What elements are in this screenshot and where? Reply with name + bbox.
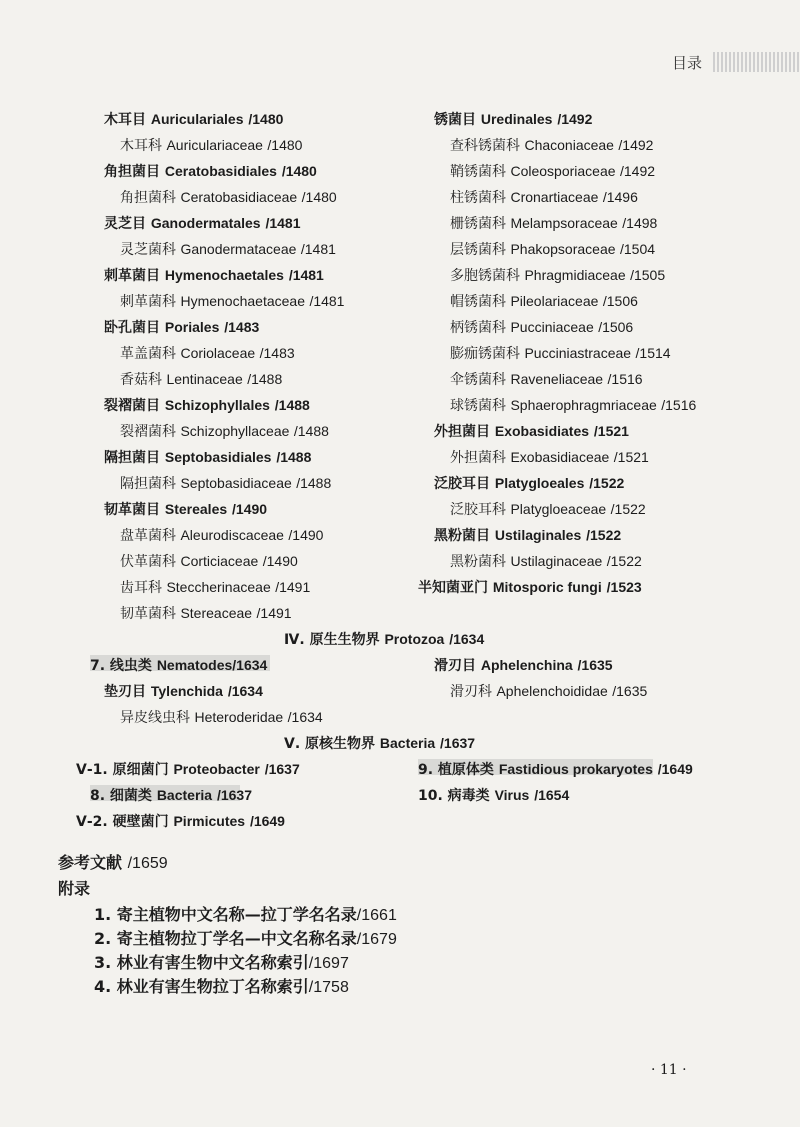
toc-entry-latin-name: Exobasidiaceae <box>510 449 610 465</box>
toc-entry-page: /1634 <box>232 657 268 673</box>
toc-entry-chinese-name: 卧孔菌目 <box>104 320 160 336</box>
toc-entry-latin-name: Phragmidiaceae <box>524 267 626 283</box>
toc-entry-latin-name: Ustilaginaceae <box>510 553 603 569</box>
appendix-item-title: 4. 林业有害生物拉丁名称索引 <box>94 977 309 996</box>
toc-family-entry <box>120 370 282 389</box>
toc-entry-chinese-name: 角担菌目 <box>104 164 160 180</box>
toc-entry-chinese-name: 外担菌目 <box>434 424 490 440</box>
appendix-item-page: /1697 <box>308 955 349 972</box>
toc-entry-chinese-name: 泛胶耳科 <box>450 502 506 518</box>
toc-entry-chinese-name: 球锈菌科 <box>450 398 506 414</box>
appendix-item-page: /1758 <box>308 979 349 996</box>
toc-entry-latin-name: Virus <box>494 787 530 803</box>
toc-family-entry <box>120 344 295 363</box>
toc-entry-page: /1498 <box>622 215 658 231</box>
toc-entry-latin-name: Hymenochaetaceae <box>180 293 305 309</box>
toc-entry-page: /1491 <box>275 579 311 595</box>
toc-entry-chinese-name: 裂褶菌科 <box>120 424 176 440</box>
toc-entry-page: /1492 <box>618 137 654 153</box>
references-label: 参考文献 <box>58 853 123 872</box>
toc-entry-latin-name: Platygloeaceae <box>510 501 607 517</box>
appendix-item <box>94 954 349 973</box>
toc-entry-latin-name: Platygloeales <box>494 475 585 491</box>
toc-entry-latin-name: Pucciniastraceae <box>524 345 632 361</box>
toc-family-entry <box>120 526 323 545</box>
toc-entry-page: /1635 <box>577 657 613 673</box>
toc-entry-chinese-name: 齿耳科 <box>120 580 162 596</box>
toc-entry-latin-name: Phakopsoraceae <box>510 241 616 257</box>
toc-entry-chinese-name: 9. 植原体类 <box>418 762 494 778</box>
toc-entry-chinese-name: 锈菌目 <box>434 112 476 128</box>
toc-entry-latin-name: Cronartiaceae <box>510 189 599 205</box>
toc-entry-page: /1634 <box>449 631 485 647</box>
toc-entry-page: /1481 <box>300 241 336 257</box>
toc-kingdom-entry <box>284 630 484 649</box>
toc-entry-page: /1483 <box>259 345 295 361</box>
toc-entry-latin-name: Pileolariaceae <box>510 293 599 309</box>
toc-family-entry <box>450 448 649 467</box>
toc-entry-page: /1505 <box>630 267 666 283</box>
toc-entry-chinese-name: Ⅴ. 原核生物界 <box>284 736 376 752</box>
toc-entry-latin-name: Schizophyllales <box>164 397 270 413</box>
toc-entry-chinese-name: 刺革菌目 <box>104 268 160 284</box>
toc-entry-page: /1649 <box>249 813 285 829</box>
toc-entry-chinese-name: 黑粉菌目 <box>434 528 490 544</box>
toc-entry-latin-name: Mitosporic fungi <box>492 579 602 595</box>
toc-entry-chinese-name: 灵芝目 <box>104 216 146 232</box>
toc-entry-chinese-name: 多胞锈菌科 <box>450 268 520 284</box>
appendix-item <box>94 906 397 925</box>
toc-family-entry <box>120 552 298 571</box>
toc-entry-page: /1481 <box>265 215 301 231</box>
toc-entry-chinese-name: 泛胶耳目 <box>434 476 490 492</box>
toc-entry-page: /1521 <box>593 423 629 439</box>
toc-entry-page: /1521 <box>613 449 649 465</box>
toc-entry-page: /1488 <box>293 423 329 439</box>
toc-entry-chinese-name: 8. 细菌类 <box>90 788 152 804</box>
appendix-item <box>94 930 397 949</box>
toc-entry-latin-name: Fastidious prokaryotes <box>498 761 653 777</box>
toc-entry-page: /1635 <box>612 683 648 699</box>
toc-entry-page: /1480 <box>248 111 284 127</box>
toc-order-entry <box>104 318 259 337</box>
toc-entry-chinese-name: 韧革菌目 <box>104 502 160 518</box>
toc-family-entry <box>120 708 323 727</box>
toc-entry-chinese-name: 韧革菌科 <box>120 606 176 622</box>
toc-entry-page: /1488 <box>296 475 332 491</box>
toc-family-entry <box>120 474 331 493</box>
toc-entry-page: /1522 <box>589 475 625 491</box>
toc-entry-page: /1488 <box>274 397 310 413</box>
toc-entry-latin-name: Tylenchida <box>150 683 223 699</box>
toc-entry-latin-name: Protozoa <box>384 631 445 647</box>
toc-entry-page: /1490 <box>262 553 298 569</box>
toc-family-entry <box>450 500 646 519</box>
toc-entry-chinese-name: 革盖菌科 <box>120 346 176 362</box>
toc-entry-chinese-name: 栅锈菌科 <box>450 216 506 232</box>
toc-entry-page: /1504 <box>619 241 656 257</box>
toc-entry-latin-name: Hymenochaetales <box>164 267 284 283</box>
toc-entry-page: /1637 <box>264 761 300 777</box>
toc-entry-page: /1490 <box>232 501 268 517</box>
toc-family-entry <box>450 162 655 181</box>
toc-entry-latin-name: Coriolaceae <box>180 345 256 361</box>
toc-order-entry <box>104 448 311 467</box>
toc-entry-page: /1488 <box>276 449 312 465</box>
page-number: · 11 · <box>651 1062 687 1078</box>
toc-entry-chinese-name: 柄锈菌科 <box>450 320 506 336</box>
toc-entry-page: /1522 <box>586 527 622 543</box>
toc-entry-latin-name: Septobasidiales <box>164 449 272 465</box>
toc-entry-latin-name: Stereaceae <box>180 605 253 621</box>
toc-entry-chinese-name: 灵芝菌科 <box>120 242 176 258</box>
toc-family-entry <box>450 318 633 337</box>
toc-entry-latin-name: Raveneliaceae <box>510 371 604 387</box>
toc-entry-latin-name: Ceratobasidiaceae <box>180 189 298 205</box>
toc-order-entry <box>104 266 324 285</box>
toc-entry-latin-name: Nematodes <box>156 657 233 673</box>
toc-entry-latin-name: Ganodermatales <box>150 215 261 231</box>
toc-order-entry <box>104 396 310 415</box>
toc-entry-page: /1481 <box>309 293 345 309</box>
toc-entry-latin-name: Corticiaceae <box>180 553 259 569</box>
toc-entry-page: /1483 <box>224 319 260 335</box>
appendix-label: 附录 <box>58 879 91 898</box>
toc-family-entry <box>120 604 292 623</box>
toc-entry-page: /1492 <box>557 111 593 127</box>
toc-entry-page: /1516 <box>661 397 697 413</box>
toc-entry-page: /1516 <box>607 371 643 387</box>
toc-phylum-entry <box>76 760 300 779</box>
toc-entry-chinese-name: 角担菌科 <box>120 190 176 206</box>
toc-entry-page: /1654 <box>534 787 570 803</box>
toc-entry-latin-name: Chaconiaceae <box>524 137 614 153</box>
toc-class-entry <box>90 656 267 675</box>
toc-order-entry <box>104 214 301 233</box>
toc-entry-chinese-name: 伏革菌科 <box>120 554 176 570</box>
toc-family-entry <box>450 552 642 571</box>
toc-entry-chinese-name: 伞锈菌科 <box>450 372 506 388</box>
toc-order-entry <box>104 162 317 181</box>
toc-entry-chinese-name: Ⅳ. 原生生物界 <box>284 632 380 648</box>
toc-family-entry <box>450 136 653 155</box>
toc-family-entry <box>120 188 337 207</box>
toc-family-entry <box>450 266 665 285</box>
toc-entry-page: /1634 <box>227 683 263 699</box>
toc-entry-chinese-name: 黑粉菌科 <box>450 554 506 570</box>
running-header-title: 目录 <box>672 54 703 72</box>
toc-entry-page: /1506 <box>602 293 638 309</box>
toc-entry-chinese-name: 半知菌亚门 <box>418 580 488 596</box>
toc-entry-page: /1522 <box>606 553 642 569</box>
toc-entry-page: /1488 <box>247 371 283 387</box>
toc-family-entry <box>450 682 647 701</box>
toc-order-entry <box>434 422 629 441</box>
toc-entry-latin-name: Ceratobasidiales <box>164 163 277 179</box>
toc-entry-latin-name: Bacteria <box>156 787 213 803</box>
toc-order-entry <box>434 474 624 493</box>
toc-entry-chinese-name: 隔担菌目 <box>104 450 160 466</box>
toc-entry-chinese-name: 刺革菌科 <box>120 294 176 310</box>
appendix-item-title: 1. 寄主植物中文名称—拉丁学名名录 <box>94 905 357 924</box>
toc-entry-chinese-name: 查科锈菌科 <box>450 138 520 154</box>
toc-order-entry <box>104 500 267 519</box>
toc-entry-latin-name: Melampsoraceae <box>510 215 618 231</box>
toc-entry-chinese-name: 7. 线虫类 <box>90 658 152 674</box>
appendix-item-title: 2. 寄主植物拉丁学名—中文名称名录 <box>94 929 357 948</box>
toc-entry-latin-name: Auriculariaceae <box>166 137 263 153</box>
appendix-heading <box>58 880 90 898</box>
toc-entry-page: /1480 <box>281 163 317 179</box>
toc-entry-page: /1492 <box>619 163 656 179</box>
toc-entry-latin-name: Schizophyllaceae <box>180 423 290 439</box>
toc-family-entry <box>120 240 336 259</box>
toc-entry-chinese-name: 香菇科 <box>120 372 162 388</box>
toc-entry-page: /1506 <box>598 319 634 335</box>
toc-order-entry <box>434 656 613 675</box>
toc-order-entry <box>104 110 283 129</box>
toc-entry-page: /1523 <box>606 579 642 595</box>
toc-class-entry <box>90 786 252 805</box>
references-page: /1659 <box>127 855 168 872</box>
toc-entry-chinese-name: 裂褶菌目 <box>104 398 160 414</box>
toc-entry-latin-name: Septobasidiaceae <box>180 475 292 491</box>
toc-entry-latin-name: Poriales <box>164 319 220 335</box>
toc-entry-page: /1637 <box>440 735 476 751</box>
toc-entry-latin-name: Exobasidiates <box>494 423 590 439</box>
toc-entry-chinese-name: 隔担菌科 <box>120 476 176 492</box>
toc-entry-chinese-name: Ⅴ-1. 原细菌门 <box>76 762 169 778</box>
toc-family-entry <box>450 370 643 389</box>
toc-entry-latin-name: Aphelenchoididae <box>496 683 608 699</box>
toc-entry-page: /1480 <box>267 137 303 153</box>
toc-entry-chinese-name: 木耳目 <box>104 112 146 128</box>
toc-family-entry <box>450 240 655 259</box>
toc-entry-page: /1490 <box>288 527 324 543</box>
toc-entry-page: /1637 <box>216 787 252 803</box>
toc-entry-chinese-name: 帽锈菌科 <box>450 294 506 310</box>
toc-entry-page: /1496 <box>602 189 638 205</box>
toc-family-entry <box>450 292 638 311</box>
toc-class-entry <box>418 786 569 805</box>
toc-entry-chinese-name: 垫刃目 <box>104 684 146 700</box>
toc-entry-page: /1491 <box>256 605 292 621</box>
toc-entry-chinese-name: 膨痂锈菌科 <box>450 346 520 362</box>
toc-entry-page: /1480 <box>301 189 337 205</box>
toc-entry-latin-name: Uredinales <box>480 111 553 127</box>
toc-family-entry <box>450 188 638 207</box>
toc-entry-page: /1514 <box>635 345 671 361</box>
toc-entry-latin-name: Aphelenchina <box>480 657 573 673</box>
toc-kingdom-entry <box>284 734 475 753</box>
toc-entry-latin-name: Steccherinaceae <box>166 579 271 595</box>
toc-family-entry <box>120 422 329 441</box>
toc-entry-latin-name: Ganodermataceae <box>180 241 297 257</box>
appendix-item-page: /1679 <box>356 931 397 948</box>
toc-family-entry <box>450 396 696 415</box>
toc-entry-chinese-name: 层锈菌科 <box>450 242 506 258</box>
toc-order-entry <box>104 682 263 701</box>
appendix-item-page: /1661 <box>356 907 397 924</box>
toc-entry-chinese-name: Ⅴ-2. 硬壁菌门 <box>76 814 169 830</box>
toc-entry-latin-name: Ustilaginales <box>494 527 582 543</box>
appendix-item-title: 3. 林业有害生物中文名称索引 <box>94 953 309 972</box>
toc-class-entry <box>418 760 693 779</box>
toc-entry-chinese-name: 木耳科 <box>120 138 162 154</box>
toc-order-entry <box>418 578 642 597</box>
toc-entry-chinese-name: 鞘锈菌科 <box>450 164 506 180</box>
toc-family-entry <box>120 578 310 597</box>
toc-entry-chinese-name: 盘革菌科 <box>120 528 176 544</box>
toc-entry-latin-name: Heteroderidae <box>194 709 284 725</box>
toc-family-entry <box>120 292 344 311</box>
toc-entry-latin-name: Stereales <box>164 501 228 517</box>
toc-family-entry <box>120 136 302 155</box>
toc-entry-latin-name: Lentinaceae <box>166 371 243 387</box>
toc-entry-page: /1634 <box>287 709 323 725</box>
toc-entry-chinese-name: 外担菌科 <box>450 450 506 466</box>
toc-entry-latin-name: Pucciniaceae <box>510 319 594 335</box>
toc-family-entry <box>450 344 671 363</box>
toc-entry-chinese-name: 10. 病毒类 <box>418 788 490 804</box>
toc-entry-latin-name: Bacteria <box>379 735 436 751</box>
header-decoration-bar <box>713 52 800 72</box>
appendix-item <box>94 978 349 997</box>
toc-entry-chinese-name: 柱锈菌科 <box>450 190 506 206</box>
toc-entry-page: /1649 <box>657 761 693 777</box>
toc-family-entry <box>450 214 657 233</box>
toc-entry-page: /1481 <box>288 267 324 283</box>
toc-entry-chinese-name: 滑刃目 <box>434 658 476 674</box>
toc-entry-latin-name: Aleurodiscaceae <box>180 527 284 543</box>
toc-phylum-entry <box>76 812 285 831</box>
toc-entry-latin-name: Pirmicutes <box>173 813 246 829</box>
toc-order-entry <box>434 526 621 545</box>
references-entry <box>58 854 168 873</box>
toc-order-entry <box>434 110 592 129</box>
toc-entry-latin-name: Sphaerophragmriaceae <box>510 397 657 413</box>
toc-entry-latin-name: Auriculariales <box>150 111 244 127</box>
toc-entry-chinese-name: 异皮线虫科 <box>120 710 190 726</box>
toc-entry-page: /1522 <box>610 501 646 517</box>
toc-entry-latin-name: Coleosporiaceae <box>510 163 616 179</box>
toc-entry-chinese-name: 滑刃科 <box>450 684 492 700</box>
toc-entry-latin-name: Proteobacter <box>173 761 260 777</box>
